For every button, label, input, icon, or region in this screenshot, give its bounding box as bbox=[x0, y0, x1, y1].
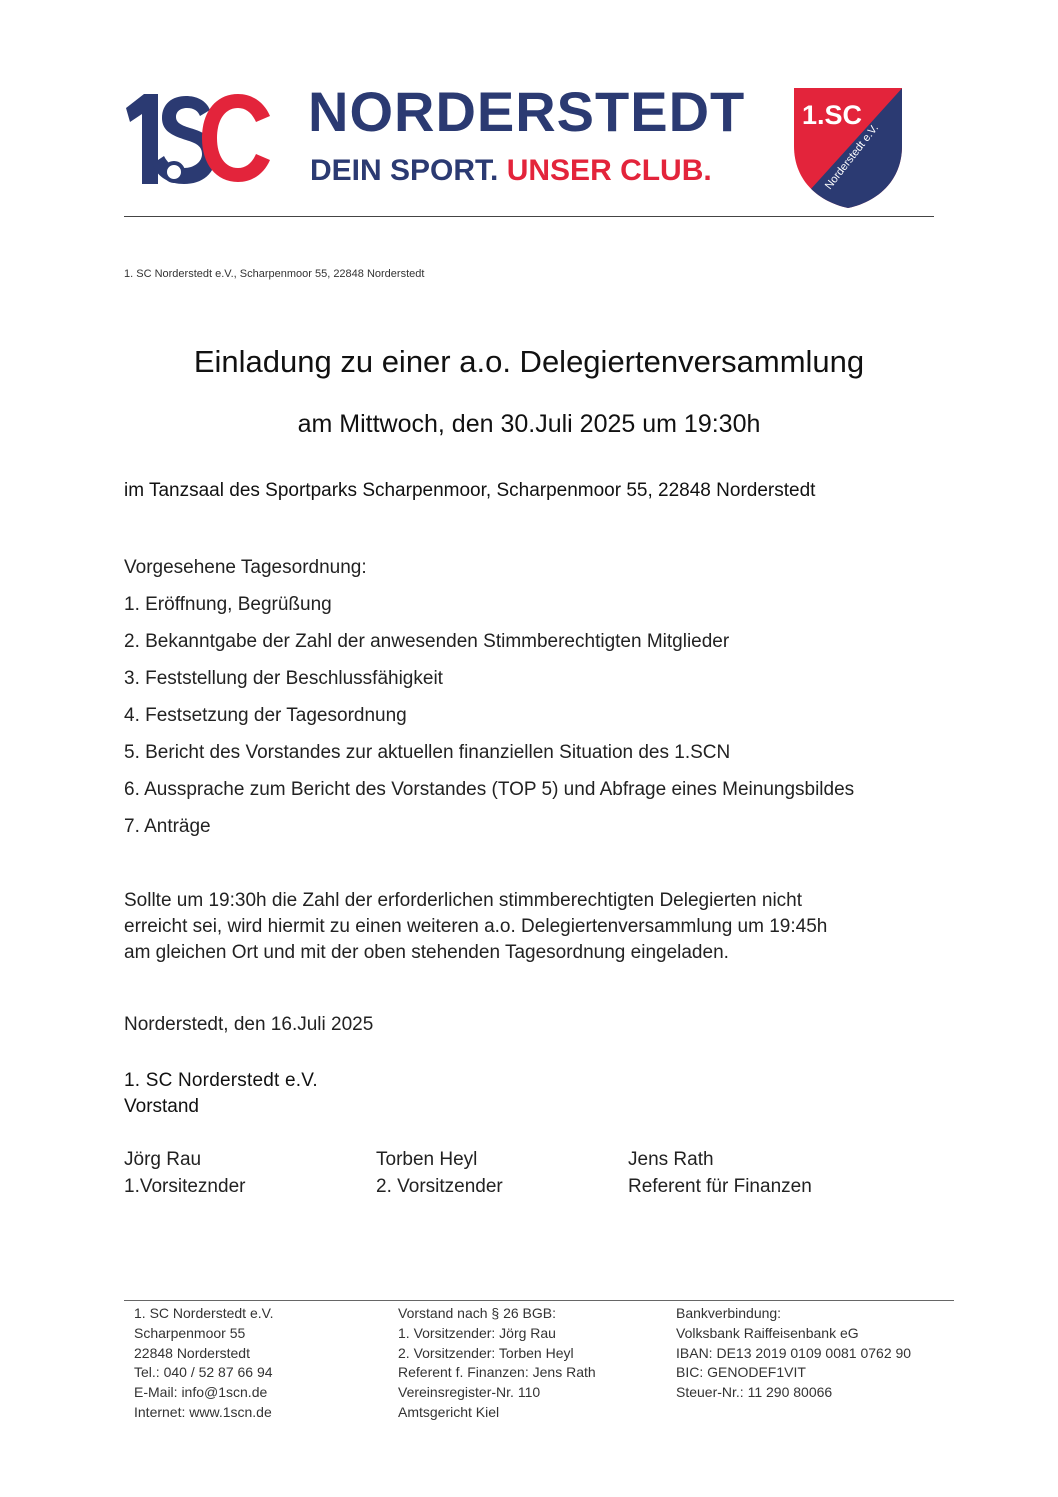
brand-slogan bbox=[310, 156, 712, 186]
footer-email: E-Mail: info@1scn.de bbox=[134, 1384, 268, 1401]
signer-role: 1.Vorsiteznder bbox=[124, 1176, 246, 1197]
agenda-item: 6. Aussprache zum Bericht des Vorstandes (TOP 5) und Abfrage eines Meinungsbildes bbox=[124, 779, 855, 800]
sender-address-line: 1. SC Norderstedt e.V., Scharpenmoor 55, 22848 Norderstedt bbox=[124, 268, 425, 280]
agenda-item: 4. Festsetzung der Tagesordnung bbox=[124, 705, 407, 726]
brand-name: NORDERSTEDT bbox=[308, 80, 746, 143]
agenda-item: 1. Eröffnung, Begrüßung bbox=[124, 594, 332, 615]
signer-name: Jens Rath bbox=[628, 1149, 714, 1170]
signer-name: Jörg Rau bbox=[124, 1149, 202, 1170]
organization-name: 1. SC Norderstedt e.V. bbox=[124, 1070, 318, 1091]
signer-name: Torben Heyl bbox=[376, 1149, 478, 1170]
meeting-location: im Tanzsaal des Sportparks Scharpenmoor, Scharpenmoor 55, 22848 Norderstedt bbox=[124, 480, 816, 501]
meeting-date: am Mittwoch, den 30.Juli 2025 um 19:30h bbox=[297, 410, 761, 438]
footer-board bbox=[398, 1304, 596, 1423]
notice-line: am gleichen Ort und mit der oben stehenden Tagesordnung eingeladen. bbox=[124, 942, 729, 963]
footer-line: 22848 Norderstedt bbox=[134, 1344, 250, 1361]
agenda-item: 3. Feststellung der Beschlussfähigkeit bbox=[124, 668, 443, 689]
footer-line: Tel.: 040 / 52 87 66 94 bbox=[134, 1364, 273, 1381]
organization-block bbox=[124, 1068, 318, 1120]
footer-line: 2. Vorsitzender: Torben Heyl bbox=[398, 1344, 574, 1361]
footer-bank bbox=[676, 1304, 911, 1403]
footer-line: Vorstand nach § 26 BGB: bbox=[398, 1305, 556, 1321]
organization-body: Vorstand bbox=[124, 1096, 199, 1117]
quorum-notice bbox=[124, 888, 924, 966]
signer-role: Referent für Finanzen bbox=[628, 1176, 812, 1197]
footer-website: Internet: www.1scn.de bbox=[134, 1403, 272, 1420]
signer-role: 2. Vorsitzender bbox=[376, 1176, 503, 1197]
footer-line: Scharpenmoor 55 bbox=[134, 1324, 246, 1341]
footer-line: Referent f. Finanzen: Jens Rath bbox=[398, 1364, 596, 1381]
footer-line: Bankverbindung: bbox=[676, 1305, 782, 1321]
footer-line: Amtsgericht Kiel bbox=[398, 1403, 500, 1420]
crest-title: 1.SC bbox=[801, 100, 863, 130]
footer-divider bbox=[124, 1300, 954, 1301]
agenda bbox=[124, 554, 854, 850]
footer-line: Volksbank Raiffeisenbank eG bbox=[676, 1324, 859, 1341]
footer-line: BIC: GENODEF1VIT bbox=[676, 1364, 806, 1381]
signer-finance bbox=[628, 1146, 812, 1200]
crest-subtitle: Norderstedt e.V. bbox=[822, 122, 882, 192]
signer-vice-chair bbox=[376, 1146, 503, 1200]
place-and-date: Norderstedt, den 16.Juli 2025 bbox=[124, 1014, 374, 1035]
agenda-item: 7. Anträge bbox=[124, 816, 211, 837]
footer-line: 1. SC Norderstedt e.V. bbox=[134, 1305, 274, 1321]
agenda-item: 2. Bekanntgabe der Zahl der anwesenden Stimmberechtigten Mitglieder bbox=[124, 631, 730, 652]
slogan-part-1: DEIN SPORT. bbox=[310, 154, 499, 187]
signer-chair bbox=[124, 1146, 245, 1200]
footer-line: Vereinsregister-Nr. 110 bbox=[398, 1384, 541, 1401]
club-crest bbox=[792, 86, 904, 210]
footer-contact bbox=[134, 1304, 274, 1423]
footer-line: Steuer-Nr.: 11 290 80066 bbox=[676, 1384, 833, 1401]
footer-line: 1. Vorsitzender: Jörg Rau bbox=[398, 1324, 556, 1341]
footer-line: IBAN: DE13 2019 0109 0081 0762 90 bbox=[676, 1344, 912, 1361]
notice-line: Sollte um 19:30h die Zahl der erforderlichen stimmberechtigten Delegierten nicht bbox=[124, 890, 803, 911]
agenda-heading: Vorgesehene Tagesordnung: bbox=[124, 557, 367, 578]
notice-line: erreicht sei, wird hiermit zu einen weiteren a.o. Delegiertenversammlung um 19:45h bbox=[124, 916, 828, 937]
document-title: Einladung zu einer a.o. Delegiertenversammlung bbox=[193, 344, 865, 379]
agenda-item: 5. Bericht des Vorstandes zur aktuellen finanziellen Situation des 1.SCN bbox=[124, 742, 731, 763]
club-logo-mark bbox=[124, 88, 274, 188]
header-divider bbox=[124, 216, 934, 217]
slogan-part-2: UNSER CLUB. bbox=[506, 154, 712, 187]
